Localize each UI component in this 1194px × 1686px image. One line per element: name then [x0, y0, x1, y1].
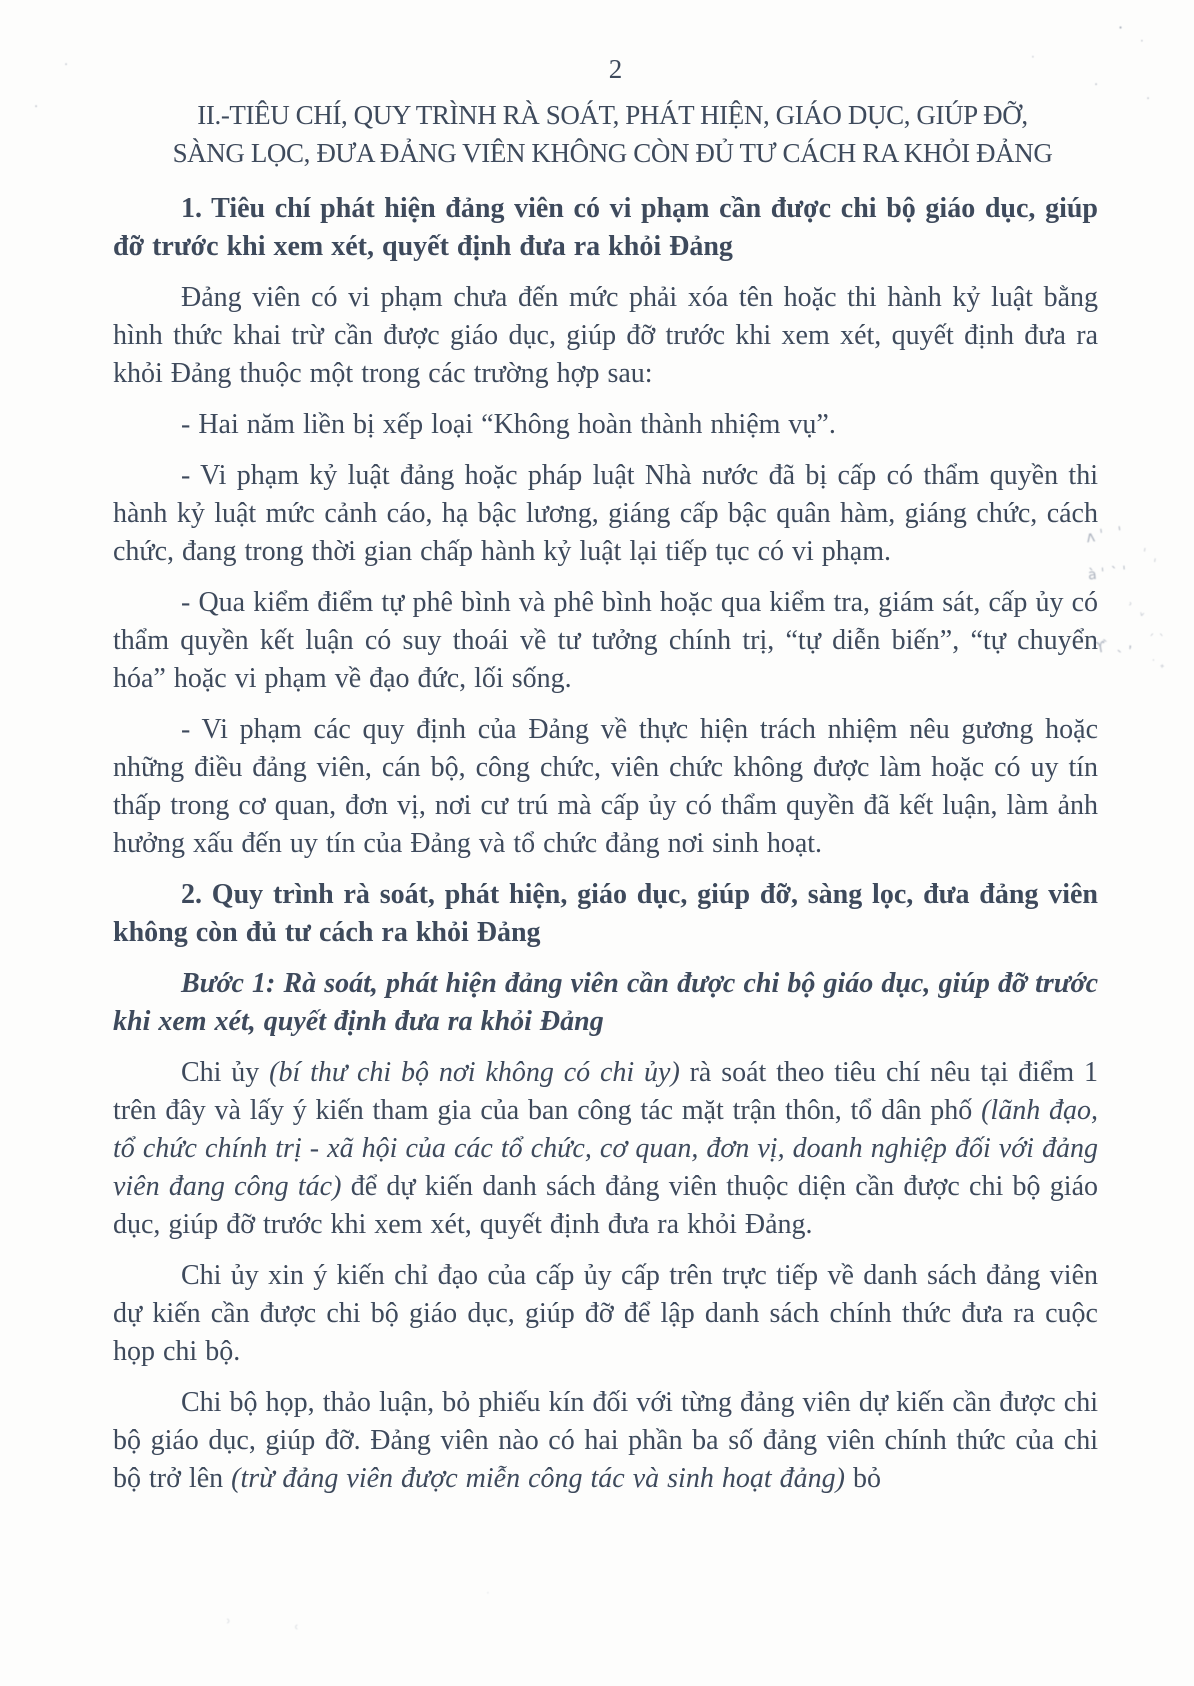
criteria-bullet-3: - Qua kiểm điểm tự phê bình và phê bình hoặc qua kiểm tra, giám sát, cấp ủy có thẩm quyền kết luận có suy thoái về tư tưởng chính trị, “tự diễn biến”, “tự chuyển hóa” hoặc vi phạm về đạo đức, lối sống.	[113, 587, 1098, 694]
text-segment: để dự kiến danh sách đảng viên thuộc diện cần được chi bộ giáo dục, giúp đỡ trước khi xem xét, quyết định đưa ra khỏi Đảng.	[113, 1171, 1099, 1240]
scan-artifact: ·	[1146, 92, 1151, 107]
page-content	[113, 50, 1098, 1511]
subsection-1-title: 1. Tiêu chí phát hiện đảng viên có vi phạm cần được chi bộ giáo dục, giúp đỡ trước khi xem xét, quyết định đưa ra khỏi Đảng	[113, 193, 1098, 262]
criteria-bullet-1: - Hai năm liền bị xếp loại “Không hoàn thành nhiệm vụ”.	[181, 409, 836, 440]
scan-artifact: ·	[34, 100, 39, 115]
text-segment: Chi bộ họp, thảo luận, bỏ phiếu kín đối với từng đảng viên dự kiến cần được chi bộ giáo dục, giúp đỡ. Đảng viên nào có hai phần ba số đảng viên chính thức của chi bộ trở lên	[113, 1387, 1098, 1494]
scan-artifact: ·	[1140, 34, 1144, 48]
heading-line-2: SÀNG LỌC, ĐƯA ĐẢNG VIÊN KHÔNG CÒN ĐỦ TƯ CÁCH RA KHỎI ĐẢNG	[172, 138, 1053, 168]
scan-artifact: ˒ ˬ	[1126, 597, 1149, 618]
document-section-heading	[113, 96, 1112, 172]
step1-paragraph-3	[113, 1384, 1098, 1498]
scan-artifact: ˈ ˌ	[1140, 546, 1159, 565]
scan-artifact: ·	[64, 58, 69, 73]
section1-intro-paragraph: Đảng viên có vi phạm chưa đến mức phải xóa tên hoặc thi hành kỷ luật bằng hình thức khai trừ cần được giáo dục, giúp đỡ trước khi xem xét, quyết định đưa ra khỏi Đảng thuộc một trong các trường hợp sau:	[113, 282, 1098, 389]
heading-line-1: II.-TIÊU CHÍ, QUY TRÌNH RÀ SOÁT, PHÁT HIỆN, GIÁO DỤC, GIÚP ĐỠ,	[197, 100, 1028, 130]
subsection-2-title: 2. Quy trình rà soát, phát hiện, giáo dục, giúp đỡ, sàng lọc, đưa đảng viên không còn đủ tư cách ra khỏi Đảng	[113, 879, 1098, 948]
scan-artifact: ·	[486, 1586, 490, 1600]
scan-artifact: ·	[1031, 50, 1035, 64]
italic-text-segment: (lãnh đạo, tổ chức chính trị - xã hội của các tổ chức, cơ quan, đơn vị, doanh nghiệp đối với đảng viên đang công tác)	[113, 1095, 1099, 1202]
criteria-bullet-2: - Vi phạm kỷ luật đảng hoặc pháp luật Nhà nước đã bị cấp có thẩm quyền thi hành kỷ luật mức cảnh cáo, hạ bậc lương, giáng cấp bậc quân hàm, giáng chức, cách chức, đang trong thời gian chấp hành kỷ luật lại tiếp tục có vi phạm.	[113, 460, 1098, 567]
step1-paragraph-2	[113, 1257, 1098, 1371]
criteria-bullet-4: - Vi phạm các quy định của Đảng về thực hiện trách nhiệm nêu gương hoặc những điều đảng viên, cán bộ, công chức, viên chức không được làm hoặc có uy tín thấp trong cơ quan, đơn vị, nơi cư trú mà cấp ủy có thẩm quyền đã kết luận, làm ảnh hưởng xấu đến uy tín của Đảng và tổ chức đảng nơi sinh hoạt.	[113, 714, 1098, 859]
scan-artifact: ˏ ˎ	[1148, 622, 1166, 637]
italic-text-segment: (trừ đảng viên được miễn công tác và sinh hoạt đảng)	[231, 1463, 845, 1494]
text-segment: rà soát theo tiêu chí nêu tại điểm 1 trên đây và lấy ý kiến tham gia của ban công tác mặt trận thôn, tổ dân phố	[113, 1057, 1098, 1126]
text-segment: Chi ủy xin ý kiến chỉ đạo của cấp ủy cấp trên trực tiếp về danh sách đảng viên dự kiến cần được chi bộ giáo dục, giúp đỡ để lập danh sách chính thức đưa ra cuộc họp chi bộ.	[113, 1260, 1098, 1367]
scan-artifact: ˙ ˖	[1149, 657, 1166, 673]
scan-artifact: ʌ ˈ ˈ	[1084, 523, 1124, 547]
scan-artifact: ˓	[294, 1618, 300, 1639]
scan-artifact: ϒ ̀ ˎ ,	[1093, 632, 1134, 658]
step-1-title: Bước 1: Rà soát, phát hiện đảng viên cần được chi bộ giáo dục, giúp đỡ trước khi xem xét, quyết định đưa ra khỏi Đảng	[113, 968, 1098, 1037]
text-segment: Chi ủy	[181, 1057, 270, 1088]
italic-text-segment: (bí thư chi bộ nơi không có chi ủy)	[269, 1057, 680, 1088]
scan-artifact: à ˈ ̀ ˈ	[1087, 564, 1128, 584]
scan-artifact: ˒	[226, 1612, 232, 1633]
text-segment: bỏ	[844, 1463, 881, 1494]
page-number: 2	[608, 54, 623, 84]
scan-artifact: ·	[1094, 78, 1099, 93]
step1-paragraph-1	[113, 1054, 1098, 1244]
scan-artifact: ·	[1118, 18, 1124, 37]
